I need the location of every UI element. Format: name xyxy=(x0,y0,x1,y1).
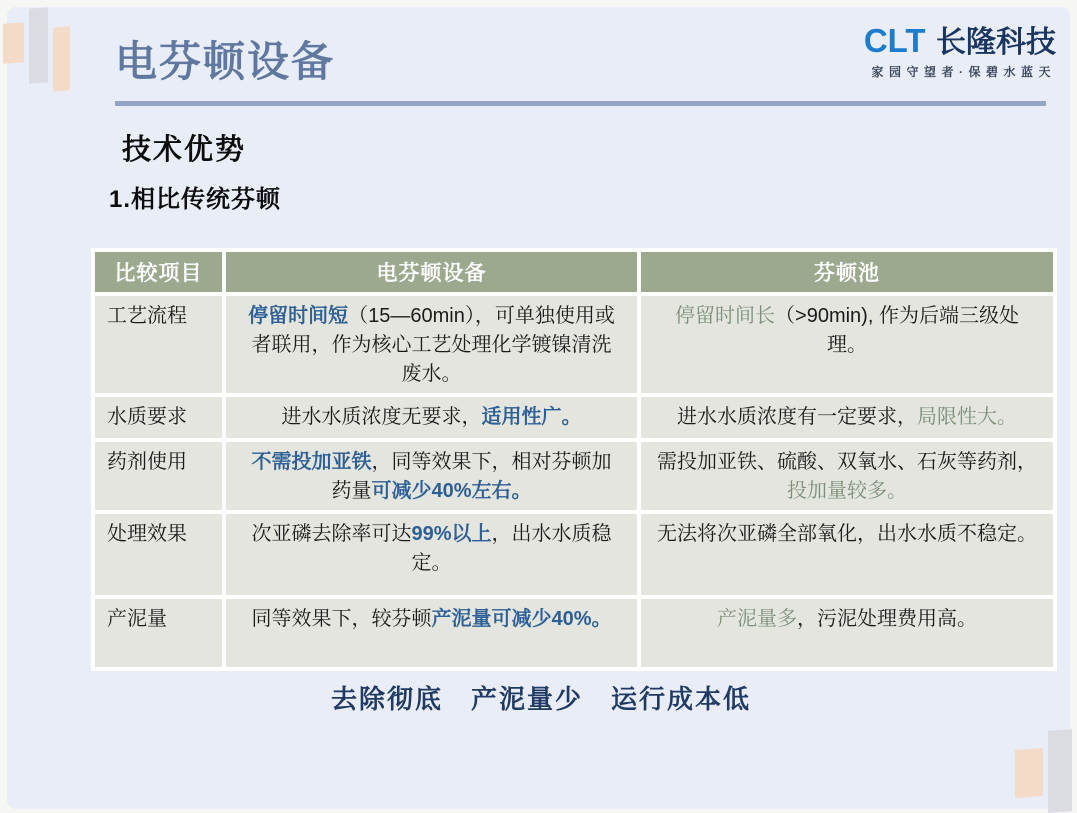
text-segment: ，同等效果下，相对芬顿加药量 xyxy=(331,451,612,502)
efenton-cell xyxy=(226,599,637,667)
title-underline xyxy=(115,101,1046,106)
text-segment: 不需投加亚铁 xyxy=(251,451,372,473)
col-header-compare-item: 比较项目 xyxy=(95,252,222,292)
text-segment: 产泥量可减少40%。 xyxy=(431,608,612,630)
row-label: 药剂使用 xyxy=(95,442,222,510)
table-header-row xyxy=(95,252,1053,292)
text-segment: ，出水水质稳定。 xyxy=(411,523,612,574)
fenton-cell xyxy=(641,442,1053,510)
row-label: 产泥量 xyxy=(95,599,222,667)
comparison-table xyxy=(91,248,1057,671)
text-segment: 99%以上 xyxy=(411,523,492,545)
comparison-table-body xyxy=(95,296,1053,667)
table-row xyxy=(95,599,1053,667)
fenton-cell xyxy=(641,514,1053,595)
text-segment: 进水水质浓度无要求， xyxy=(281,406,482,428)
table-row xyxy=(95,442,1053,510)
logo-top-row xyxy=(864,17,1056,61)
decor-bar-top-left-2 xyxy=(29,7,48,83)
text-segment: （15—60min），可单独使用或者联用，作为核心工艺处理化学镀镍清洗废水。 xyxy=(251,305,615,385)
section-heading: 技术优势 xyxy=(122,134,247,166)
text-segment: 适用性广。 xyxy=(481,406,582,428)
col-header-fenton-pool: 芬顿池 xyxy=(641,252,1053,292)
decor-bar-top-left-1 xyxy=(3,22,24,64)
slide-background xyxy=(7,7,1070,809)
text-segment: ，污泥处理费用高。 xyxy=(797,608,977,630)
row-label: 水质要求 xyxy=(95,397,222,438)
text-segment: 产泥量多 xyxy=(717,608,797,630)
row-label: 工艺流程 xyxy=(95,296,222,393)
table-row xyxy=(95,397,1053,438)
efenton-cell xyxy=(226,442,637,510)
text-segment: 投加量较多。 xyxy=(787,480,907,502)
row-label: 处理效果 xyxy=(95,514,222,595)
fenton-cell xyxy=(641,296,1053,393)
slogan: 去除彻底 产泥量少 运行成本低 xyxy=(330,684,751,714)
text-segment: 停留时间长 xyxy=(675,305,776,327)
logo-tagline: 家园守望者·保碧水蓝天 xyxy=(871,65,1056,79)
text-segment: 需投加亚铁、硫酸、双氧水、石灰等药剂， xyxy=(657,451,1037,473)
text-segment: 次亚磷去除率可达 xyxy=(251,523,412,545)
decor-bar-bottom-right-1 xyxy=(1015,748,1043,798)
efenton-cell xyxy=(226,514,637,595)
page-title: 电芬顿设备 xyxy=(115,38,336,85)
text-segment: 进水水质浓度有一定要求， xyxy=(677,406,917,428)
decor-bar-bottom-right-2 xyxy=(1048,729,1072,813)
text-segment: 可减少40%左右。 xyxy=(371,480,532,502)
text-segment: 局限性大。 xyxy=(917,406,1017,428)
text-segment: 停留时间短 xyxy=(248,305,349,327)
decor-bar-top-left-3 xyxy=(53,26,70,91)
efenton-cell xyxy=(226,296,637,393)
fenton-cell xyxy=(641,599,1053,667)
logo-clt-mark: CLT xyxy=(863,22,926,59)
efenton-cell xyxy=(226,397,637,438)
logo-company-name: 长隆科技 xyxy=(936,26,1056,59)
fenton-cell xyxy=(641,397,1053,438)
text-segment: 同等效果下，较芬顿 xyxy=(251,608,432,630)
col-header-efenton-equipment: 电芬顿设备 xyxy=(226,252,637,292)
text-segment: （>90min), 作为后端三级处理。 xyxy=(775,305,1019,356)
company-logo xyxy=(864,17,1056,80)
section-subheading: 1.相比传统芬顿 xyxy=(109,186,282,213)
table-row xyxy=(95,514,1053,595)
table-row xyxy=(95,296,1053,393)
text-segment: 无法将次亚磷全部氧化，出水水质不稳定。 xyxy=(657,523,1037,545)
